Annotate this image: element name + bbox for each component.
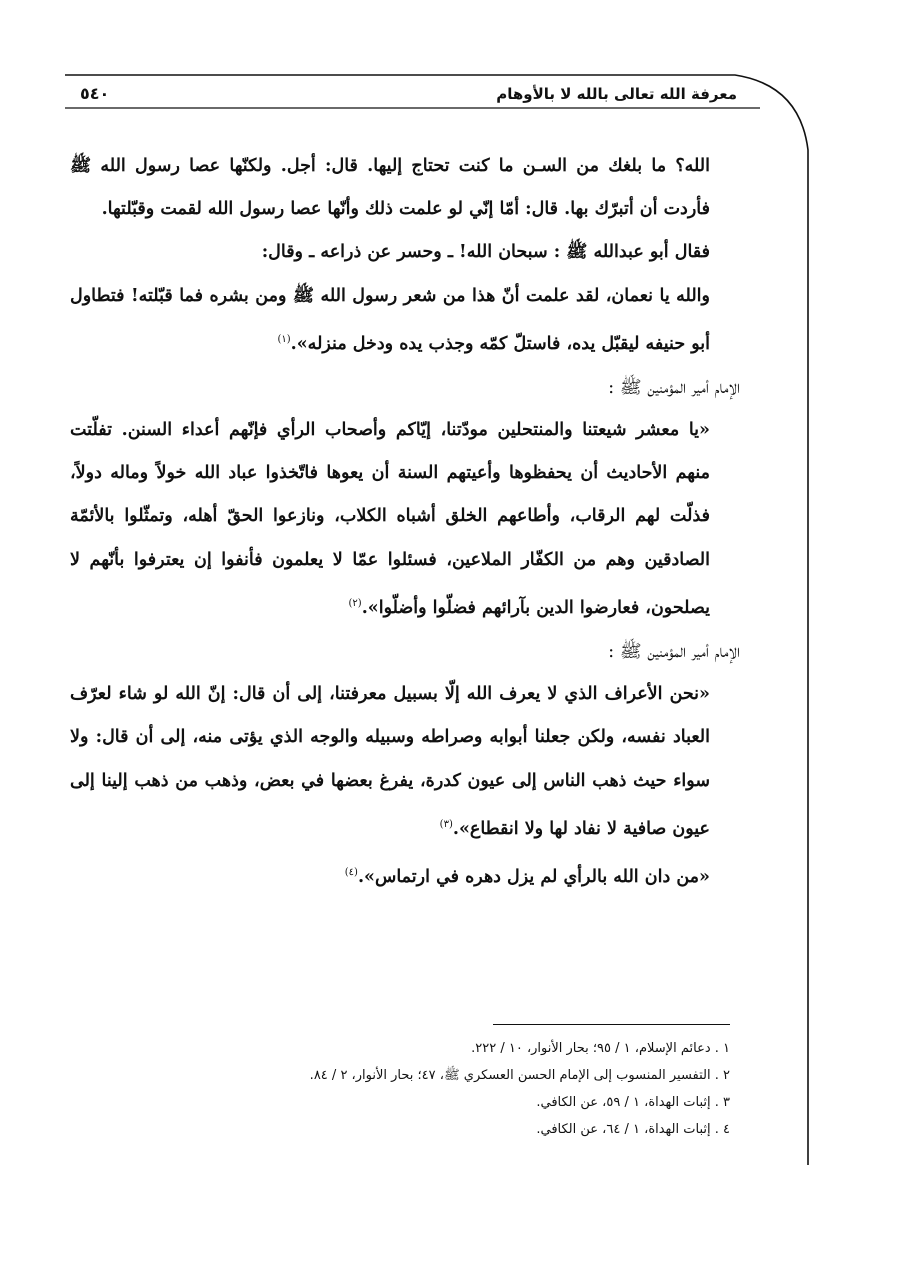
main-text: [70, 145, 740, 899]
page-number: ٥٤٠: [80, 84, 110, 103]
paragraph-1-text: الله؟ ما بلغك من السـن ما كنت تحتاج إليها. قال: أجل. ولكنّها عصا رسول الله ﷺ فأردت أن أتبرّك بها. قال: أمّا إنّي لو علمت ذلك وأنّها عصا رسول الله لقمت وقبّلتها.: [70, 156, 710, 220]
section-heading-1: الإمام أمير المؤمنين ﷺ :: [608, 376, 740, 398]
footnote-ref-2: (٢): [348, 597, 362, 609]
paragraph-6-text: «من دان الله بالرأي لم يزل دهره في ارتماس».: [357, 866, 710, 887]
paragraph-4: [70, 409, 740, 630]
footnote-ref-3: (٣): [439, 818, 453, 830]
running-header-title: معرفة الله تعالى بالله لا بالأوهام: [496, 85, 737, 103]
paragraph-3-text: والله يا نعمان، لقد علمت أنّ هذا من شعر رسول الله ﷺ ومن بشره فما قبّلته! فتطاول أبو حنيفه ليقبّل يده، فاستلّ كمّه وجذب يده ودخل منزله».: [70, 285, 710, 354]
paragraph-5-text: «نحن الأعراف الذي لا يعرف الله إلّا بسبيل معرفتنا، إلى أن قال: إنّ الله لو شاء لعرّف العباد نفسه، ولكن جعلنا أبوابه وصراطه وسبيله والوجه الذي يؤتى منه، إلى أن قال: ولا سواء حيث ذهب الناس إلى عيون كدرة، يفرغ بعضها في بعض، وذهب من ذهب إلينا إلى عيون صافية لا نفاد لها ولا انقطاع».: [70, 684, 710, 839]
footnote-2: ٢ . التفسير المنسوب إلى الإمام الحسن العسكري ﷺ، ٤٧؛ بحار الأنوار، ٢ / ٨٤.: [309, 1068, 730, 1083]
paragraph-1: [70, 145, 740, 231]
footnote-3: ٣ . إثبات الهداة، ١ / ٥٩، عن الكافي.: [536, 1095, 730, 1110]
footnotes: [250, 1035, 730, 1143]
paragraph-2-text: فقال أبو عبدالله ﷺ : سبحان الله! ـ وحسر عن ذراعه ـ وقال:: [261, 242, 710, 263]
paragraph-3: [70, 275, 740, 366]
footnote-4: ٤ . إثبات الهداة، ١ / ٦٤، عن الكافي.: [536, 1122, 730, 1137]
paragraph-2: [70, 231, 740, 274]
footnote-ref-1: (١): [277, 333, 291, 345]
paragraph-6: [70, 851, 740, 899]
section-heading-2: الإمام أمير المؤمنين ﷺ :: [608, 640, 740, 662]
footnote-1: ١ . دعائم الإسلام، ١ / ٩٥؛ بحار الأنوار، ١٠ / ٢٢٢.: [471, 1041, 730, 1056]
footnote-divider: [493, 1024, 730, 1025]
paragraph-4-text: «يا معشر شيعتنا والمنتحلين مودّتنا، إيّاكم وأصحاب الرأي فإنّهم أعداء السنن. تفلّتت منهم الأحاديث أن يحفظوها وأعيتهم السنة أن يعوها فاتّخذوا عباد الله خولاً وماله دولاً، فذلّت لهم الرقاب، وأطاعهم الخلق أشباه الكلاب، ونازعوا الحقّ أهله، وتمثّلوا بالأئمّة الصادقين وهم من الكفّار الملاعين، فسئلوا عمّا لا يعلمون فأنفوا إن يعترفوا بأنّهم لا يصلحون، فعارضوا الدين بآرائهم فضلّوا وأضلّوا».: [70, 420, 710, 618]
paragraph-5: [70, 673, 740, 851]
footnote-ref-4: (٤): [344, 866, 358, 878]
